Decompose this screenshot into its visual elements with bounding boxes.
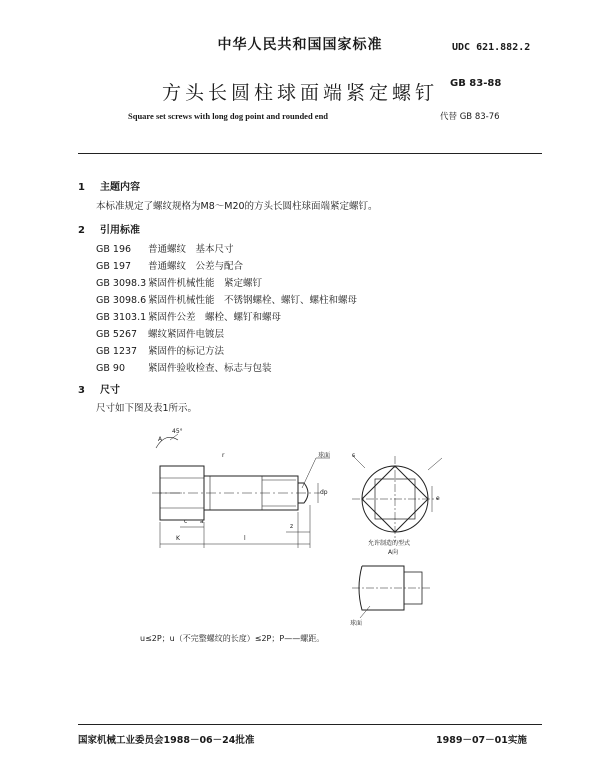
reference-title: 紧固件验收检查、标志与包装 <box>148 363 272 374</box>
reference-title: 普通螺纹 基本尺寸 <box>148 244 234 255</box>
dim-c-label: c <box>184 518 188 525</box>
section-number: 2 <box>78 225 85 236</box>
dim-l-label: l <box>244 535 246 542</box>
reference-code: GB 196 <box>96 244 132 255</box>
reference-title: 紧固件机械性能 不锈钢螺栓、螺钉、螺柱和螺母 <box>148 295 358 306</box>
section-3-text: 尺寸如下图及表1所示。 <box>96 403 198 414</box>
reference-code: GB 3098.6 <box>96 295 147 306</box>
reference-code: GB 3098.3 <box>96 278 147 289</box>
reference-title: 螺纹紧固件电镀层 <box>148 329 225 340</box>
udc-code: UDC 621.882.2 <box>452 42 531 53</box>
section-number: 1 <box>78 182 85 193</box>
dim-dp-label: dp <box>320 489 328 496</box>
reference-title: 紧固件机械性能 紧定螺钉 <box>148 278 263 289</box>
alt-form-label: 允许制造的型式 <box>368 540 411 547</box>
approval-date: 国家机械工业委员会1988－06－24批准 <box>78 735 255 746</box>
english-title: Square set screws with long dog point and rounded end <box>128 111 329 121</box>
dim-k-label: K <box>176 535 180 542</box>
reference-code: GB 3103.1 <box>96 312 147 323</box>
reference-title: 普通螺纹 公差与配合 <box>148 261 244 272</box>
section-title: 引用标准 <box>100 225 140 236</box>
replaces-standard: 代替 GB 83-76 <box>440 112 500 122</box>
view-a-label: A向 <box>388 549 399 556</box>
dim-e-label: e <box>436 495 440 502</box>
reference-title: 紧固件公差 螺栓、螺钉和螺母 <box>148 312 282 323</box>
dim-r-label: r <box>222 452 225 459</box>
reference-code: GB 1237 <box>96 346 138 357</box>
dim-a-label: a <box>200 518 204 525</box>
reference-code: GB 197 <box>96 261 132 272</box>
reference-code: GB 5267 <box>96 329 138 340</box>
alt-head-ball-label: 球面 <box>350 620 363 627</box>
ball-end-label: 球面 <box>318 452 331 459</box>
view-a-marker: A <box>158 436 163 443</box>
reference-code: GB 90 <box>96 363 125 374</box>
section-1-text: 本标准规定了螺纹规格为M8～M20的方头长圆柱球面端紧定螺钉。 <box>96 201 378 212</box>
standard-category-title: 中华人民共和国国家标准 <box>217 37 383 53</box>
dim-s-label: s <box>352 452 356 459</box>
footer-rule <box>78 724 542 725</box>
standard-number: GB 83-88 <box>450 78 502 89</box>
section-title: 主题内容 <box>100 182 140 193</box>
reference-title: 紧固件的标记方法 <box>148 346 225 357</box>
dim-z-label: z <box>290 523 294 530</box>
section-number: 3 <box>78 385 85 396</box>
angle-label: 45° <box>172 428 183 435</box>
document-title: 方头长圆柱球面端紧定螺钉 <box>161 82 438 104</box>
implementation-date: 1989－07－01实施 <box>436 735 527 746</box>
section-title: 尺寸 <box>100 385 120 396</box>
figure-note: u≤2P；u（不完整螺纹的长度）≤2P；P——螺距。 <box>140 634 325 643</box>
